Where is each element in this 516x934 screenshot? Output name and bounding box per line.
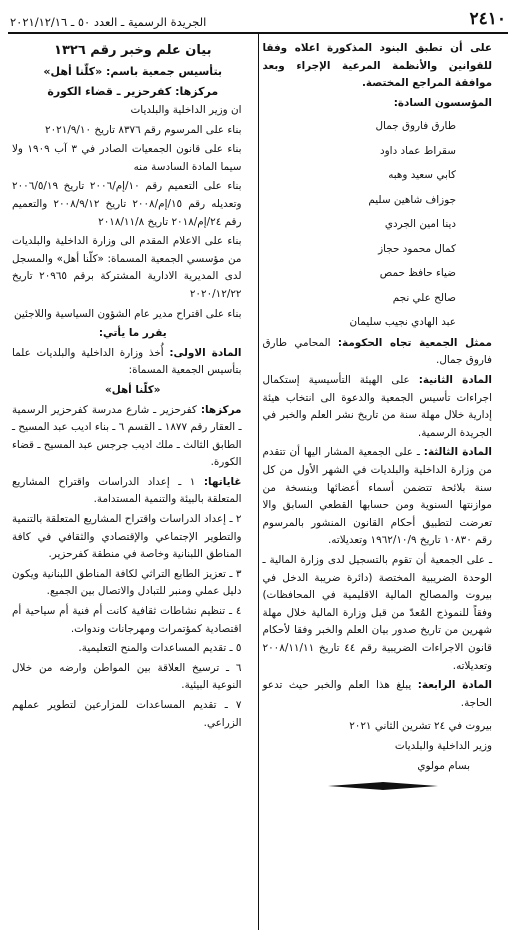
notice-location: مركزها: كفرحزير ـ قضاء الكورة bbox=[47, 85, 219, 98]
government-representative bbox=[263, 335, 505, 370]
founders-list bbox=[263, 114, 505, 335]
article-1-label: المادة الاولى: bbox=[169, 346, 242, 359]
article-3 bbox=[263, 444, 505, 550]
founder-name: طارق فاروق جمال bbox=[375, 120, 456, 133]
founder-name: صالح علي نجم bbox=[392, 291, 456, 304]
preamble-minister: ان وزير الداخلية والبلديات bbox=[130, 104, 242, 116]
end-ornament bbox=[263, 781, 505, 791]
intro-paragraph: على أن تطبق البنود المذكورة اعلاه وفقا للقوانين والأنظمة المرعية الإجراء وبعد موافقة المراجع المختصة. bbox=[262, 42, 492, 90]
rep-label: ممثل الجمعية تجاه الحكومة: bbox=[337, 336, 492, 349]
preamble-decree: بناء على المرسوم رقم ٨٣٧٦ تاريخ ٢٠٢١/٩/١٠ bbox=[45, 123, 242, 136]
founder-name: عبد الهادي نجيب سليمان bbox=[349, 316, 456, 329]
article-3-text: ـ على الجمعية المشار اليها أن تتقدم من وزارة الداخلية والبلديات في الشهر الأول من كل سنة بلائحة تتضمن أسماء أعضائها وبنسخة من موازنتها السنوية ومن حسابها القطعي السابق والا تعرضت لتطبيق أحكام القانون المنشور بالمرسوم رقم ١٠٨٣٠ تاريخ ١٩٦٢/١٠/٩ وتعديلاته. bbox=[262, 446, 492, 547]
article-2-text: على الهيئة التأسيسية إستكمال اجراءات تأسيس الجمعية والدعوة الى انتخاب هيئة إدارية خلال مهلة سنة من تاريخ نشر العلم والخبر في الجريدة الرسمية. bbox=[262, 374, 492, 439]
article-1 bbox=[12, 345, 254, 380]
article-1-text: أُخذ وزارة الداخلية والبلديات علما بتأسيس الجمعية المسماة: bbox=[12, 346, 242, 377]
article-2 bbox=[263, 372, 505, 442]
goal-item: ٦ ـ ترسيخ العلاقة بين المواطن وارضه من خلال النوعية البيئية. bbox=[12, 661, 242, 692]
headquarters bbox=[12, 402, 254, 472]
notice-subtitle: بتأسيس جمعية باسم: «كلّنا أهل» bbox=[43, 65, 223, 78]
founder-name: دينا امين الجردي bbox=[384, 218, 456, 231]
article-4 bbox=[263, 677, 505, 712]
founder-name: كابي سعيد وهبه bbox=[388, 169, 456, 182]
notice-title: بيان علم وخبر رقم ١٣٢٦ bbox=[54, 43, 212, 58]
founders-heading: المؤسسون السادة: bbox=[393, 96, 492, 109]
founder-name: سقراط عماد داود bbox=[380, 144, 456, 157]
goal-item: ٢ ـ إعداد الدراسات واقتراح المشاريع المتعلقة بالتنمية والتطوير الإجتماعي والإقتصادي والثقافي في كافة المناطق اللبنانية وخاصة في منطقة كفرحزير. bbox=[12, 513, 242, 561]
columns bbox=[8, 34, 508, 930]
double-arrow-divider-icon bbox=[328, 781, 438, 791]
goal-item: ٣ ـ تعزيز الطابع التراثي لكافة المناطق اللبنانية ويكون دليل عملي ومنبر للتبادل والاتصال بين الجميع. bbox=[12, 567, 242, 598]
goals-first bbox=[12, 474, 254, 509]
preamble-circulars: بناء على التعميم رقم ١٠/إم/٢٠٠٦ تاريخ ٢٠٠٦/٥/١٩ وتعديله رقم ١٥/إم/٢٠٠٨ تاريخ ٢٠٠٨/٩/١٢ والتعميم رقم ٢٤/إم/٢٠١٨ تاريخ ٢٠١٨/١١/٨ bbox=[12, 180, 242, 228]
association-name: «كلّنا أهل» bbox=[104, 383, 161, 396]
right-column bbox=[259, 34, 509, 930]
preamble-notification: بناء على الاعلام المقدم الى وزارة الداخلية والبلديات من مؤسسي الجمعية المسماة: «كلّنا أهل» والمسجل لدى المديرية الادارية المشتركة برقم ٢٠٩٦٥ تاريخ ٢٠٢٠/١٢/٢٢ bbox=[12, 235, 242, 300]
founder-name: كمال محمود حجاز bbox=[378, 242, 456, 255]
goal-item: ٧ ـ تقديم المساعدات للمزارعين لتطوير عملهم الزراعي. bbox=[12, 699, 242, 729]
hq-label: مركزها: bbox=[200, 403, 242, 416]
founder-name: ضياء حافظ حمص bbox=[379, 267, 456, 280]
page-number: ٢٤١٠ bbox=[469, 9, 506, 29]
gazette-issue-line: الجريدة الرسمية ـ العدد ٥٠ ـ ٢٠٢١/١٢/١٦ bbox=[10, 15, 207, 29]
goal-item: ٤ ـ تنظيم نشاطات ثقافية كانت أم فنية أم سياحية أم اقتصادية كمؤتمرات ومهرجانات وندوات. bbox=[12, 605, 242, 635]
minister-name: بسام مولوي bbox=[417, 759, 470, 772]
preamble-law: بناء على قانون الجمعيات الصادر في ٣ آب ١٩٠٩ ولا سيما المادة السادسة منه bbox=[12, 143, 242, 173]
decides-heading: يقرر ما يأتي: bbox=[98, 327, 167, 340]
page-header bbox=[8, 8, 508, 34]
left-column bbox=[8, 34, 258, 930]
article-4-text: يبلغ هذا العلم والخبر حيث تدعو الحاجة. bbox=[262, 679, 492, 709]
article-4-label: المادة الرابعة: bbox=[417, 679, 492, 692]
founder-name: جوزاف شاهين سليم bbox=[368, 193, 456, 206]
goal-item: ٥ ـ تقديم المساعدات والمنح التعليمية. bbox=[78, 642, 242, 655]
goals-label: غاياتها: bbox=[203, 475, 242, 488]
rep-text: المحامي طارق فاروق جمال. bbox=[262, 336, 492, 367]
column-divider bbox=[258, 34, 259, 930]
article-3-label: المادة الثالثة: bbox=[423, 446, 492, 459]
signing-date: بيروت في ٢٤ تشرين الثاني ٢٠٢١ bbox=[349, 720, 492, 733]
minister-title: وزير الداخلية والبلديات bbox=[394, 739, 492, 752]
goal-item: ١ ـ إعداد الدراسات واقتراح المشاريع المتعلقة بالبيئة والتنمية المستدامة. bbox=[12, 475, 242, 506]
hq-text: كفرحزير ـ شارع مدرسة كفرحزير الرسمية ـ العقار رقم ١٨٧٧ ـ القسم ٦ ـ بناء اديب عبد المسيح ـ الطابق الثالث ـ ملك اديب جرجس عبد المسيح ـ قضاء الكورة. bbox=[12, 403, 242, 469]
preamble-proposal: بناء على اقتراح مدير عام الشؤون السياسية واللاجئين bbox=[13, 307, 242, 320]
article-2-label: المادة الثانية: bbox=[418, 374, 492, 387]
article-3-clause-2: ـ على الجمعية أن تقوم بالتسجيل لدى وزارة المالية ـ الوحدة الضريبية المختصة (دائرة ضريبة الدخل في بيروت والمصالح المالية الاقليمية في المحافظات) وفقاً للنموذج المُعدّ من قبل وزارة المالية خلال مهلة شهرين من تاريخ صدور بيان العلم والخبر وفقا لأحكام قانون الاجراءات الضريبية رقم ٤٤ تاريخ ٢٠٠٨/١١/١١ وتعديلاته. bbox=[262, 554, 493, 672]
